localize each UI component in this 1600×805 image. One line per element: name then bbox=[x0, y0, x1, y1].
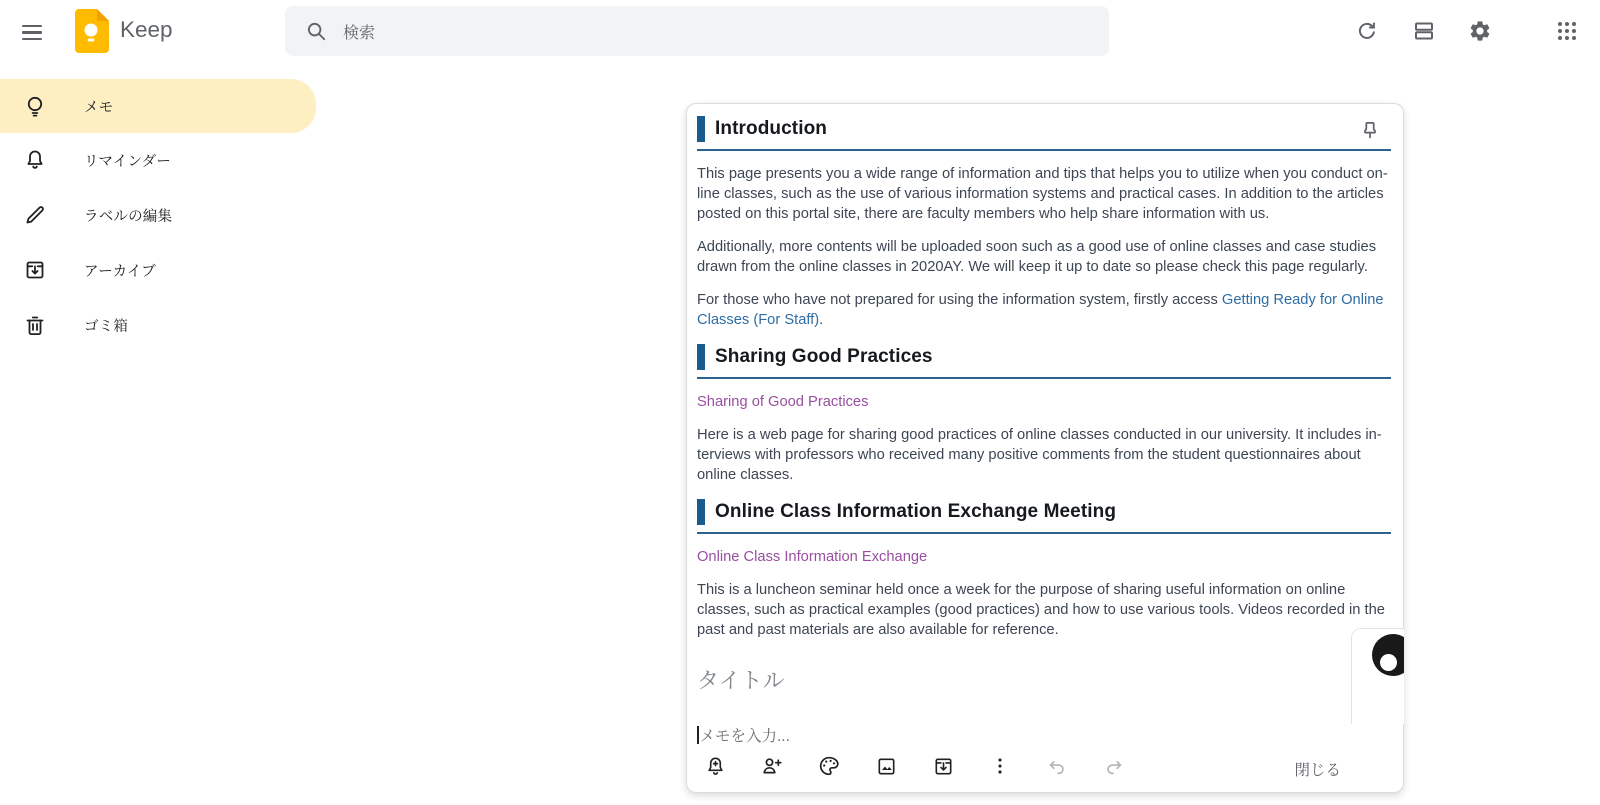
search-placeholder: 検索 bbox=[343, 24, 376, 42]
pencil-icon bbox=[23, 203, 47, 227]
trash-icon bbox=[23, 313, 47, 337]
bell-icon bbox=[23, 148, 47, 172]
section-heading-sharing-good-practices: Sharing Good Practices bbox=[697, 344, 1391, 379]
section-heading-online-class-meeting: Online Class Information Exchange Meeting bbox=[697, 499, 1391, 534]
section-heading-introduction: Introduction bbox=[697, 116, 1391, 151]
refresh-icon[interactable] bbox=[1347, 11, 1387, 51]
archive-note-icon[interactable] bbox=[921, 746, 965, 786]
search-icon bbox=[305, 20, 327, 42]
google-apps-grid-icon[interactable] bbox=[1547, 11, 1587, 51]
note-text-input[interactable]: メモを入力... bbox=[697, 724, 1391, 746]
heading-accent-bar bbox=[697, 344, 705, 370]
paragraph: This is a luncheon seminar held once a week for the purpose of sharing useful information on online classes, such as practical examples (good practices) and how to use various tools. Videos recorded in the past and past materials are also available for reference. bbox=[697, 582, 1385, 638]
paragraph: For those who have not prepared for using the information system, firstly access Getting Ready for Online Classes (For Staff). bbox=[697, 292, 1384, 328]
heading-accent-bar bbox=[697, 116, 705, 142]
clipped-circle-notch bbox=[1380, 654, 1397, 671]
sidebar-item-reminders[interactable]: リマインダー bbox=[0, 135, 316, 185]
sidebar-item-notes[interactable]: メモ bbox=[0, 79, 316, 133]
link-row bbox=[697, 392, 1391, 412]
background-options-palette-icon[interactable] bbox=[807, 746, 851, 786]
lightbulb-icon bbox=[23, 94, 47, 118]
paragraph: Here is a web page for sharing good practices of online classes conducted in our university. It includes in-terviews with professors who received many positive comments from the student questionnaires about online classes. bbox=[697, 427, 1382, 483]
app-title: Keep bbox=[120, 17, 173, 42]
paragraph: This page presents you a wide range of information and tips that helps you to utilize when you conduct on-line classes, such as the use of various information systems and practical cases. In addition to the articles posted on this portal site, there are faculty members who help share information with us. bbox=[697, 166, 1388, 222]
close-note-button[interactable]: 閉じる bbox=[1284, 750, 1351, 788]
undo-icon[interactable] bbox=[1035, 746, 1079, 786]
main-menu-icon[interactable] bbox=[22, 21, 48, 43]
heading-accent-bar bbox=[697, 499, 705, 525]
note-title-input[interactable]: タイトル bbox=[697, 668, 785, 693]
add-collaborator-icon[interactable] bbox=[750, 746, 794, 786]
search-input[interactable] bbox=[285, 6, 1109, 56]
top-bar bbox=[0, 0, 1600, 64]
settings-gear-icon[interactable] bbox=[1460, 11, 1500, 51]
archive-icon bbox=[23, 258, 47, 282]
sidebar-item-trash[interactable]: ゴミ箱 bbox=[0, 300, 316, 350]
list-view-icon[interactable] bbox=[1404, 11, 1444, 51]
redo-icon[interactable] bbox=[1092, 746, 1136, 786]
note-toolbar bbox=[687, 740, 1403, 792]
keep-logo-icon bbox=[75, 9, 109, 58]
add-image-icon[interactable] bbox=[864, 746, 908, 786]
link-row bbox=[697, 547, 1391, 567]
open-note-dialog bbox=[686, 103, 1404, 793]
sidebar-item-edit-labels[interactable]: ラベルの編集 bbox=[0, 190, 316, 240]
link-getting-ready[interactable]: Getting Ready for Online Classes (For Staff) bbox=[697, 292, 1384, 328]
link-online-class-information-exchange[interactable]: Online Class Information Exchange bbox=[697, 549, 928, 565]
more-options-icon[interactable] bbox=[978, 746, 1022, 786]
paragraph: Additionally, more contents will be uploaded soon such as a good use of online classes and case studies drawn from the online classes in 2020AY. We will keep it up to date so please check this page regularly. bbox=[697, 239, 1377, 275]
note-content bbox=[687, 104, 1403, 746]
sidebar-item-archive[interactable]: アーカイブ bbox=[0, 245, 316, 295]
corner-widget bbox=[1351, 628, 1404, 724]
reminder-bell-icon[interactable] bbox=[693, 746, 737, 786]
link-sharing-of-good-practices[interactable]: Sharing of Good Practices bbox=[697, 394, 869, 410]
